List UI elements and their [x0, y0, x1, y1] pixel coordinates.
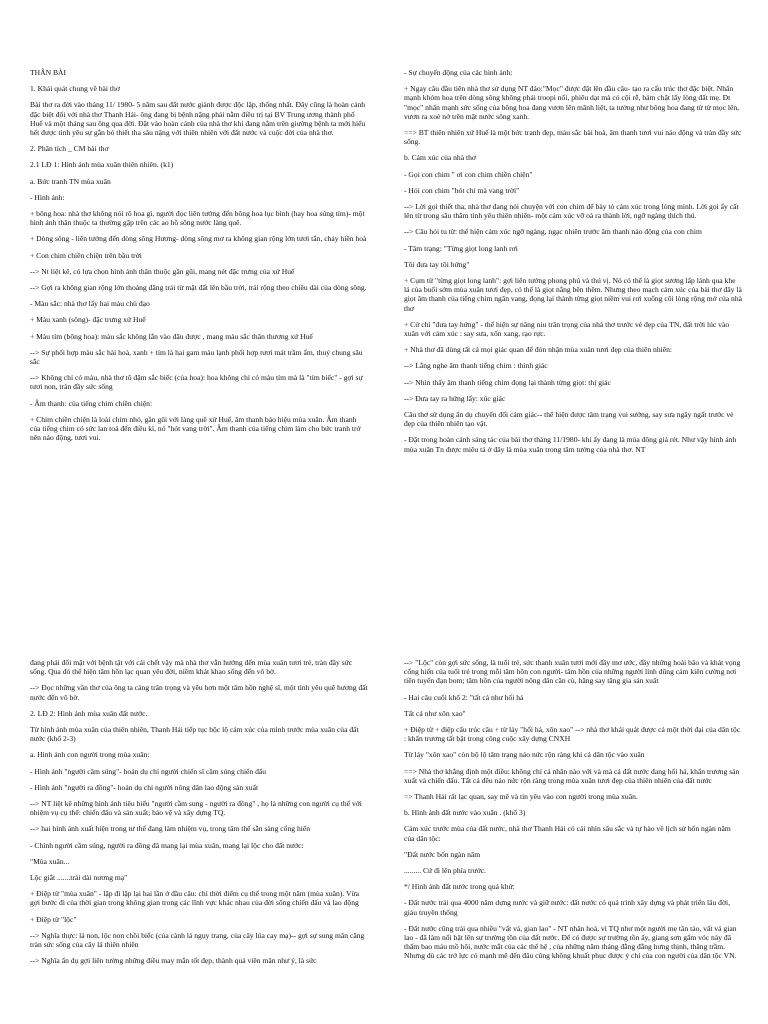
text-column-top-left: [30, 68, 368, 449]
paragraph: + Điệp từ "mùa xuân" - lặp đi lặp lại hai lần ở đầu câu: chỉ thời điểm cụ thể trong một năm (mùa xuân). Vừa gợi bước đi của thời gian trong không gian trong các lĩnh vực khác nhau của đời sống chiến đấu và lao động: [30, 889, 360, 908]
paragraph: - Âm thanh: của tiếng chim chiền chiện:: [30, 398, 153, 408]
paragraph: - Đặt trong hoàn cảnh sáng tác của bài thơ tháng 11/1980- khi ấy đang là mùa đông giá rét. Như vậy hình ảnh mùa xuân Tn được miêu tả ở đây là mùa xuân trong tâm tưởng của nhà thơ. NT: [404, 435, 737, 454]
paragraph: Tất cả như xôn xao": [404, 708, 466, 718]
paragraph: + bông hoa: nhà thơ không nói rõ hoa gì, người đọc liên tưởng đến bông hoa lục bình (hay hoa súng tím)- một hình ảnh thân thuộc ta thường gặp trên các ao hồ sông nước làng quê.: [30, 209, 365, 228]
paragraph: - Hình ảnh:: [30, 192, 65, 202]
paragraph: --> Gợi ra không gian rộng lớn thoáng đãng trải từ mặt đất lên bầu trời, trải rộng theo chiều dài của dòng sông.: [30, 283, 367, 293]
paragraph: Cảm xúc trước mùa của đất nước, nhà thơ Thanh Hải có cái nhìn sâu sắc và tự hào về lịch sử bốn ngàn năm của dân tộc:: [404, 824, 731, 843]
paragraph: + Màu tím (bông hoa): màu sắc không lẫn vào đâu được , mang màu sắc thân thương xứ Huế: [30, 331, 313, 341]
paragraph: - Hỏi con chim "hót chi mà vang trời": [404, 185, 520, 195]
paragraph: - Hình ảnh "người cầm súng"- hoán dụ chỉ người chiến sĩ cầm súng chiến đấu: [30, 766, 267, 776]
paragraph: + Chim chiền chiện là loài chim nhỏ, gần gũi với làng quê xứ Huế, âm thanh báo hiệu mùa xuân. Âm thanh của tiếng chim có sức lan toả đến điều kì, nó "hót vang trời". Âm thanh của tiếng chim làm cho bức tranh trở nên náo động, tươi vui.: [30, 414, 361, 443]
paragraph: --> Nhìn thấy âm thanh tiếng chim đọng lại thành từng giọt: thị giác: [404, 377, 611, 387]
paragraph: --> Lắng nghe âm thanh tiếng chim : thính giác: [404, 361, 548, 371]
paragraph: + Nhà thơ đã dùng tất cả mọi giác quan để đón nhận mùa xuân tươi đẹp của thiên nhiên:: [404, 345, 673, 355]
paragraph: Tôi đưa tay tôi hứng": [404, 259, 470, 269]
paragraph: - Tâm trạng: "Từng giọt long lanh rơi: [404, 243, 518, 253]
paragraph: + Cụm từ "từng giọt long lanh": gợi liên tưởng phong phú và thú vị. Nó có thể là giọt sương lấp lánh qua khe lá của buổi sớm mùa xuân tươi đẹp, có thể là giọt nắng bên thềm. Nhưng theo mạch cảm xúc của bài thơ đây là giọt âm thanh của tiếng chim ngân vang, đọng lại thành từng giọt niềm vui rơi xuống cõi lòng rộng mở của nhà thơ: [404, 276, 742, 313]
text-column-bottom-left: [30, 658, 368, 972]
paragraph: - Đất nước cũng trải qua nhiều "vất vả, gian lao" - NT nhân hoá, vì TQ như một người mẹ tần tảo, vất vả gian lao - đã làm nổi bật lên sự trường tồn của đất nước. Để có được sự trường tồn ấy, giang sơn gấm vóc này đã thấm bao máu mồ hôi, nước mắt của các thế hệ , của những năm tháng đằng đẵng hưng thịnh, thăng trầm. Nhưng dù các trở lực có mạnh mẽ đến đâu cũng không khuất phục được ý chí của con người của dân tộc VN.: [404, 923, 737, 961]
paragraph: ......... Cứ đi lên phía trước.: [404, 866, 487, 876]
paragraph: b. Cảm xúc của nhà thơ: [404, 153, 476, 163]
paragraph: 1. Khái quát chung về bài thơ: [30, 84, 120, 94]
paragraph: b. Hình ảnh đất nước vào xuân . (khổ 3): [404, 808, 526, 818]
paragraph: --> Lời gọi thiết tha, nhà thơ đang nói chuyện với con chim để bày tỏ cảm xúc trong lòng mình. Lời gọi ấy cất lên từ trong sâu thẳm tình yêu thiên nhiên- một cảm xúc vỡ oà ra thành lời, ngỡ ngàng thích thú.: [404, 202, 739, 221]
paragraph: => Thanh Hải rất lạc quan, say mê và tin yêu vào con người trong mùa xuân.: [404, 792, 638, 802]
paragraph: 2.1 LĐ 1: Hình ảnh mùa xuân thiên nhiên. (k1): [30, 160, 174, 170]
paragraph: --> NT liệt kê những hình ảnh tiêu biểu "người cầm sung - người ra đồng" , họ là những con người cụ thể với nhiệm vụ cụ thể: chiến đấu và sản xuất; bảo vệ và xây dựng TQ.: [30, 799, 362, 818]
paragraph: - Đất nước trải qua 4000 năm dựng nước và giữ nước: đất nước có quá trình xây dựng và phát triển lâu đời, giàu truyền thống: [404, 898, 730, 917]
paragraph: ==> BT thiên nhiên xứ Huế là một bức tranh đẹp, màu sắc hài hoà, âm thanh tươi vui náo động và tràn đầy sức sống.: [404, 128, 742, 147]
paragraph: - Chính người cầm súng, người ra đồng đã mang lại mùa xuân, mang lại lộc cho đất nước:: [30, 840, 304, 850]
paragraph: + Màu xanh (sông)- đặc trưng xứ Huế: [30, 315, 146, 325]
paragraph: --> Không chỉ có màu, nhà thơ tô đậm sắc biếc (của hoa): hoa không chỉ có màu tím mà là "tím biếc" - gợi sự tươi non, tràn đầy sức sống: [30, 373, 363, 392]
paragraph: */ Hình ảnh đất nước trong quá khứ:: [404, 882, 515, 892]
paragraph: THÂN BÀI: [30, 68, 67, 77]
paragraph: Từ láy "xôn xao" còn bộ lộ tâm trạng náo nức rộn ràng khi cả dân tộc vào xuân: [404, 750, 645, 760]
paragraph: --> Nghĩa ẩn dụ gợi liên tưởng những điều may mắn tốt đẹp, thành quả viên mãn như ý, là sức: [30, 956, 317, 966]
paragraph: --> "Lộc" còn gợi sức sống, là tuổi trẻ, sức thanh xuân tươi mới đầy mơ ước, đầy những hoài bão và khát vọng cống hiến của tuổi trẻ trong mỗi tâm hồn con người- tâm hồn của những người lính dũng cảm kiên cường nơi tiền tuyến đạn bom; tâm hồn của người nông dân cần cù, hăng say tăng gia sản xuất: [404, 658, 741, 686]
paragraph: a. Hình ảnh con người trong mùa xuân:: [30, 750, 150, 760]
paragraph: + Điệp từ + điệp cấu trúc câu + từ láy "hối hả, xôn xao" --> nhà thơ khái quát được cả một thời đại của dân tộc : khẩn trương tất bật trong công cuộc xây dựng CNXH: [404, 725, 741, 744]
paragraph: "Đất nước bốn ngàn năm: [404, 849, 481, 859]
paragraph: Từ hình ảnh mùa xuân của thiên nhiên, Thanh Hải tiếp tục bộc lộ cảm xúc của mình trước mùa xuân của đất nước (khổ 2-3): [30, 725, 359, 744]
paragraph: --> Đọc những vần thơ của ông ta càng trân trọng và yêu hơn một tâm hồn nghệ sĩ, một tình yêu quê hương đất nước đến vô bờ.: [30, 683, 368, 702]
paragraph: + Điệp từ "lộc": [30, 914, 77, 924]
text-column-top-right: [404, 68, 742, 461]
paragraph: + Cử chỉ "đưa tay hứng" - thể hiện sự nâng niu trân trọng của nhà thơ trước vẻ đẹp của TN, đất trời lúc vào xuân với cảm xúc : say sưa, xốn xang, rạo rực.: [404, 319, 730, 339]
paragraph: --> hai hình ảnh xuất hiện trong tư thế đang làm nhiệm vụ, trong tâm thế sẵn sàng cống hiến: [30, 824, 311, 834]
paragraph: + Con chim chiền chiện trên bầu trời: [30, 250, 142, 260]
text-column-bottom-right: [404, 658, 742, 968]
paragraph: "Mùa xuân...: [30, 856, 70, 866]
paragraph: Câu thơ sử dụng ẩn dụ chuyển đổi cảm giác-- thể hiện được tâm trạng vui sướng, say sưa ngây ngất trước vẻ đẹp của thiên nhiên tạo vật.: [404, 410, 734, 429]
paragraph: đang phải đối mặt với bệnh tật với cái chết vậy mà nhà thơ vẫn hướng đến mùa xuân tươi trẻ, tràn đầy sức sống. Qua đó thể hiện tâm hồn lạc quan yêu đời, niềm khát khao sống đến vô bờ.: [30, 658, 353, 677]
paragraph: Bài thơ ra đời vào tháng 11/ 1980- 5 năm sau đất nước giành được độc lập, thống nhất. Đây cũng là hoàn cảnh đặc biệt đối với nhà thơ Thanh Hải- ông đang bị bệnh nặng phải nằm điều trị tại BV Trung ương thành phố Huế và một tháng sau ông qua đời. Đặt vào hoàn cảnh của nhà thơ khi đang nằm trên giường bệnh ta mới hiểu hết được tình yêu sự gắn bó thiết tha sâu nặng với thiên nhiên với đất nước và cuộc đời của nhà thơ.: [30, 100, 366, 138]
paragraph: - Hình ảnh "người ra đồng"- hoán dụ chỉ người nông dân lao động sản xuất: [30, 782, 259, 792]
paragraph: - Màu sắc: nhà thơ lấy hai màu chủ đạo: [30, 299, 150, 309]
paragraph: - Sự chuyển động của các hình ảnh:: [404, 68, 513, 77]
paragraph: --> Nt liệt kê, có lựa chọn hình ảnh thân thuộc gần gũi, mang nét đặc trưng của xứ Huế: [30, 266, 295, 276]
paragraph: 2. LĐ 2: Hình ảnh mùa xuân đất nước.: [30, 708, 148, 718]
paragraph: --> Sự phối hợp màu sắc hài hoà, xanh + tím là hai gam màu lạnh phối hợp tươi mát trầm ấm, thuỷ chung sâu sắc: [30, 347, 363, 367]
paragraph: - Hai câu cuối khổ 2: "tất cả như hối hả: [404, 692, 524, 702]
paragraph: Lộc giắt .......trải dài nương mạ": [30, 873, 128, 883]
paragraph: 2. Phân tích _ CM bài thơ: [30, 144, 109, 154]
paragraph: + Ngay câu đầu tiên nhà thơ sử dụng NT đảo:"Mọc" được đặt lên đầu câu- tạo ra cấu trúc thơ đặc biệt. Nhấn mạnh khóm hoa trên dòng sông không phải troopi nổi, phiêu dạt mà có cội rễ, bám chặt lấy lòng đất mẹ. Đt "mọc" nhấn mạnh sức sống của bông hoa đang vươn lên mãnh liệt, ta tưởng như bông hoa đang từ từ mọc lên, vươn ra xoè nở trên mặt nước sông xanh.: [404, 84, 740, 121]
paragraph: + Dòng sông - liên tưởng đến dòng sông Hương- dòng sông mơ ra không gian rộng lớn tươi tắn, chảy hiền hoà: [30, 234, 367, 244]
paragraph: a. Bức tranh TN mùa xuân: [30, 176, 111, 186]
paragraph: --> Câu hỏi tu từ: thể hiện cảm xúc ngỡ ngàng, ngạc nhiên trước âm thanh náo động của con chim: [404, 227, 702, 237]
paragraph: - Gọi con chim " ơi con chim chiền chiện": [404, 169, 533, 179]
paragraph: --> Đưa tay ra hứng lấy: xúc giác: [404, 393, 506, 403]
paragraph: ==> Nhà thơ khẳng định một điều: không chỉ cá nhân nào với và mà cả đất nước đang hối hả, khẩn trương sản xuất và chiến đấu. Tất cả đều náo nức rộn ràng trong mùa xuân tươi đẹp của thiên nhiên của đất nước: [404, 766, 740, 785]
paragraph: --> Nghĩa thực: lá non, lộc non chồi biếc (của cành lá ngụy trang, của cây lúa cay mạ)-- gợi sự sung mãn căng tràn sức sống của cây lá thiên nhiên: [30, 930, 365, 950]
